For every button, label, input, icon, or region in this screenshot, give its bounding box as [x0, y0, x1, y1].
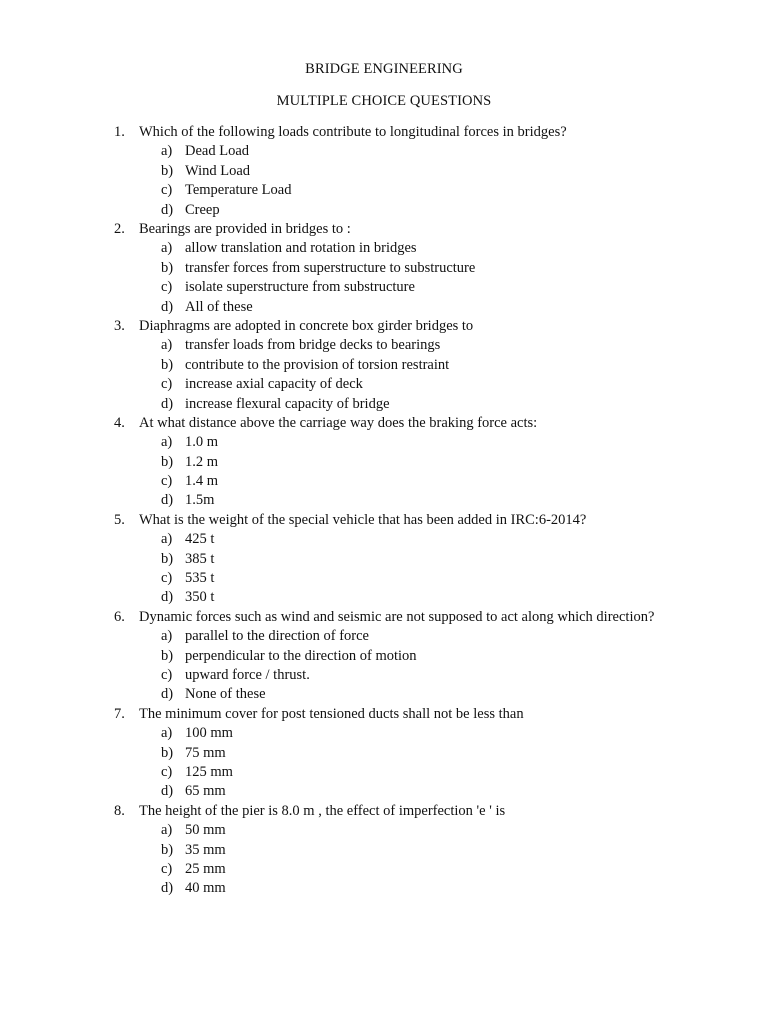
option-text: upward force / thrust. — [185, 667, 310, 684]
option-text: contribute to the provision of torsion restraint — [185, 356, 450, 373]
question-number: 6. — [114, 608, 125, 625]
option-letter: d) — [161, 686, 174, 703]
option-text: 35 mm — [185, 841, 226, 858]
option-letter: b) — [161, 162, 174, 179]
option-letter: c) — [161, 376, 173, 393]
question-item — [112, 414, 674, 511]
option-letter: d) — [161, 589, 174, 606]
option-text: Dead Load — [185, 143, 250, 160]
option-letter: b) — [161, 647, 174, 664]
question-item — [112, 317, 674, 414]
answer-option — [139, 491, 674, 510]
option-letter: c) — [161, 860, 173, 877]
answer-option — [139, 647, 674, 666]
question-item — [112, 608, 674, 705]
answer-option — [139, 336, 674, 355]
question-number: 2. — [114, 220, 125, 237]
option-list — [139, 627, 674, 705]
option-letter: a) — [161, 822, 173, 839]
answer-option — [139, 259, 674, 278]
option-letter: b) — [161, 841, 174, 858]
document-title: BRIDGE ENGINEERING — [305, 61, 463, 77]
answer-option — [139, 453, 674, 472]
option-letter: d) — [161, 492, 174, 509]
option-text: Temperature Load — [185, 182, 292, 199]
answer-option — [139, 724, 674, 743]
option-letter: c) — [161, 570, 173, 587]
option-text: 125 mm — [185, 764, 233, 780]
option-text: 1.5m — [185, 492, 215, 509]
answer-option — [139, 181, 674, 200]
option-text: perpendicular to the direction of motion — [185, 647, 417, 664]
question-text: The minimum cover for post tensioned ducts shall not be less than — [139, 705, 524, 722]
option-text: 100 mm — [185, 725, 233, 742]
option-text: 50 mm — [185, 822, 226, 839]
option-letter: d) — [161, 783, 174, 800]
answer-option — [139, 763, 674, 782]
answer-option — [139, 569, 674, 588]
option-letter: b) — [161, 744, 174, 761]
question-number: 3. — [114, 317, 125, 334]
answer-option — [139, 395, 674, 414]
answer-option — [139, 162, 674, 181]
option-text: 65 mm — [185, 783, 226, 800]
option-letter: c) — [161, 764, 173, 780]
question-list — [112, 123, 674, 899]
document-subtitle: MULTIPLE CHOICE QUESTIONS — [276, 93, 492, 109]
option-text: isolate superstructure from substructure — [185, 279, 415, 296]
option-text: 1.0 m — [185, 434, 219, 451]
question-text: Which of the following loads contribute to longitudinal forces in bridges? — [139, 124, 567, 140]
option-letter: c) — [161, 667, 173, 684]
option-text: 25 mm — [185, 860, 226, 877]
option-letter: a) — [161, 337, 173, 354]
option-text: allow translation and rotation in bridges — [185, 240, 417, 257]
option-list — [139, 724, 674, 802]
answer-option — [139, 298, 674, 317]
option-letter: d) — [161, 201, 174, 218]
option-list — [139, 142, 674, 220]
answer-option — [139, 860, 674, 879]
option-text: 1.2 m — [185, 453, 219, 470]
option-letter: c) — [161, 473, 173, 490]
option-letter: a) — [161, 240, 173, 257]
option-text: 75 mm — [185, 744, 226, 761]
answer-option — [139, 472, 674, 491]
option-letter: a) — [161, 434, 173, 451]
option-text: 535 t — [185, 570, 215, 587]
question-number: 4. — [114, 414, 125, 431]
answer-option — [139, 879, 674, 898]
option-letter: c) — [161, 182, 173, 199]
question-number: 1. — [114, 124, 125, 140]
answer-option — [139, 685, 674, 704]
question-item — [112, 705, 674, 802]
question-item — [112, 220, 674, 317]
option-letter: b) — [161, 550, 174, 567]
question-text: Dynamic forces such as wind and seismic are not supposed to act along which direction? — [139, 608, 655, 625]
answer-option — [139, 375, 674, 394]
question-number: 7. — [114, 705, 125, 722]
option-text: transfer forces from superstructure to substructure — [185, 259, 476, 276]
option-text: 385 t — [185, 550, 215, 567]
answer-option — [139, 239, 674, 258]
question-text: At what distance above the carriage way does the braking force acts: — [139, 414, 538, 431]
question-text: What is the weight of the special vehicle that has been added in IRC:6-2014? — [139, 511, 587, 528]
option-text: Creep — [185, 201, 220, 218]
answer-option — [139, 841, 674, 860]
option-text: 1.4 m — [185, 473, 219, 490]
option-letter: b) — [161, 453, 174, 470]
answer-option — [139, 550, 674, 569]
option-list — [139, 433, 674, 511]
option-letter: a) — [161, 143, 173, 160]
option-text: Wind Load — [185, 162, 251, 179]
option-letter: b) — [161, 259, 174, 276]
option-text: None of these — [185, 686, 266, 703]
question-number: 5. — [114, 511, 125, 528]
option-letter: a) — [161, 628, 173, 645]
question-text: Diaphragms are adopted in concrete box girder bridges to — [139, 317, 474, 334]
option-letter: a) — [161, 725, 173, 742]
option-list — [139, 821, 674, 899]
option-letter: b) — [161, 356, 174, 373]
option-text: increase flexural capacity of bridge — [185, 395, 390, 412]
question-item — [112, 123, 674, 220]
question-item — [112, 511, 674, 608]
question-text: Bearings are provided in bridges to : — [139, 220, 351, 237]
option-text: increase axial capacity of deck — [185, 376, 363, 393]
answer-option — [139, 627, 674, 646]
answer-option — [139, 821, 674, 840]
option-text: parallel to the direction of force — [185, 628, 369, 645]
answer-option — [139, 744, 674, 763]
answer-option — [139, 201, 674, 220]
option-text: 350 t — [185, 589, 215, 606]
option-text: transfer loads from bridge decks to bearings — [185, 337, 441, 354]
answer-option — [139, 666, 674, 685]
answer-option — [139, 782, 674, 801]
option-list — [139, 239, 674, 317]
option-letter: d) — [161, 298, 174, 315]
question-text: The height of the pier is 8.0 m , the effect of imperfection 'e ' is — [139, 802, 506, 819]
option-list — [139, 530, 674, 608]
option-text: 40 mm — [185, 880, 226, 897]
option-letter: d) — [161, 880, 174, 897]
option-list — [139, 336, 674, 414]
question-number: 8. — [114, 802, 125, 819]
answer-option — [139, 530, 674, 549]
option-text: All of these — [185, 298, 253, 315]
answer-option — [139, 142, 674, 161]
option-letter: a) — [161, 531, 173, 548]
option-letter: c) — [161, 279, 173, 296]
answer-option — [139, 433, 674, 452]
question-item — [112, 802, 674, 899]
answer-option — [139, 278, 674, 297]
answer-option — [139, 356, 674, 375]
answer-option — [139, 588, 674, 607]
option-text: 425 t — [185, 531, 215, 548]
option-letter: d) — [161, 395, 174, 412]
